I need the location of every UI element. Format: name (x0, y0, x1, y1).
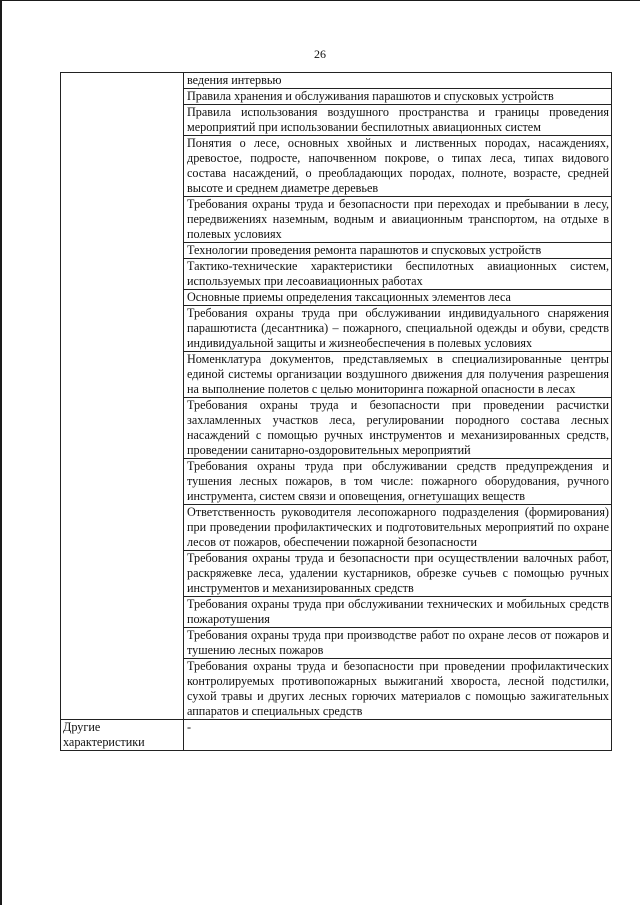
other-characteristics-row (61, 720, 612, 751)
knowledge-items-cell (184, 73, 612, 720)
knowledge-item: Требования охраны труда и безопасности при переходах и пребывании в лесу, передвижениях наземным, водным и авиационным транспортом, на отдыхе в полевых условиях (184, 197, 611, 243)
knowledge-item: Требования охраны труда при обслуживании технических и мобильных средств пожаротушения (184, 597, 611, 628)
knowledge-item: Технологии проведения ремонта парашютов и спусковых устройств (184, 243, 611, 259)
requirements-table (60, 72, 612, 751)
knowledge-item: Требования охраны труда и безопасности при осуществлении валочных работ, раскряжевке леса, удалении кустарников, обрезке сучьев с помощью ручных инструментов и механизированных средств (184, 551, 611, 597)
knowledge-item: Правила использования воздушного пространства и границы проведения мероприятий при использовании беспилотных авиационных систем (184, 105, 611, 136)
knowledge-item: Ответственность руководителя лесопожарного подразделения (формирования) при проведении профилактических и подготовительных мероприятий по охране лесов от пожаров, обеспечении пожарной безопасности (184, 505, 611, 551)
knowledge-item: Понятия о лесе, основных хвойных и лиственных породах, насаждениях, древостое, подросте, напочвенном покрове, о типах леса, типах видового состава насаждений, о преобладающих породах, полноте, возрасте, средней высоте и среднем диаметре деревьев (184, 136, 611, 197)
knowledge-item: Правила хранения и обслуживания парашютов и спусковых устройств (184, 89, 611, 105)
knowledge-item: Требования охраны труда и безопасности при проведении расчистки захламленных участков леса, регулировании породного состава лесных насаждений с помощью ручных инструментов и механизированных средств, проведении санитарно-оздоровительных мероприятий (184, 398, 611, 459)
knowledge-row (61, 73, 612, 720)
other-characteristics-label: Другие характеристики (61, 720, 184, 751)
knowledge-item: Требования охраны труда при обслуживании средств предупреждения и тушения лесных пожаров, в том числе: пожарного оборудования, ручного инструмента, систем связи и оповещения, огнетушащих веществ (184, 459, 611, 505)
other-characteristics-value: - (184, 720, 612, 751)
knowledge-item: Тактико-технические характеристики беспилотных авиационных систем, используемых при лесоавиационных работах (184, 259, 611, 290)
knowledge-item: Требования охраны труда при производстве работ по охране лесов от пожаров и тушению лесных пожаров (184, 628, 611, 659)
knowledge-label-cell (61, 73, 184, 720)
knowledge-item: Номенклатура документов, представляемых в специализированные центры единой системы организации воздушного движения для получения разрешения на выполнение полетов с целью мониторинга пожарной опасности в лесах (184, 352, 611, 398)
page-number: 26 (314, 47, 326, 61)
knowledge-item: Основные приемы определения таксационных элементов леса (184, 290, 611, 306)
knowledge-item: Требования охраны труда и безопасности при проведении профилактических контролируемых противопожарных выжиганий хвороста, лесной подстилки, сухой травы и других лесных горючих материалов с помощью зажигательных аппаратов и специальных средств (187, 659, 609, 718)
knowledge-item: ведения интервью (184, 73, 611, 89)
knowledge-item: Требования охраны труда при обслуживании индивидуального снаряжения парашютиста (десантника) – пожарного, специальной одежды и обуви, средств индивидуальной защиты и жизнеобеспечения в полевых условиях (184, 306, 611, 352)
